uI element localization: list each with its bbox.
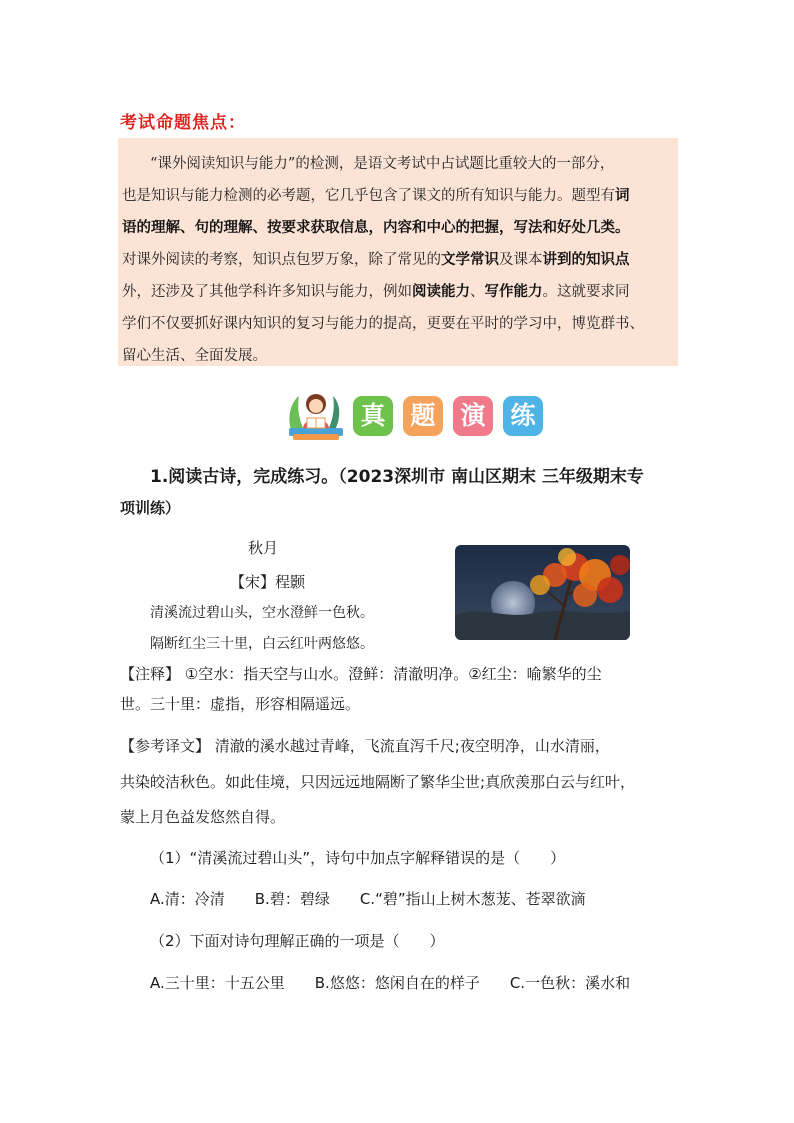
question-2-stem: （2）下面对诗句理解正确的一项是（ ） <box>150 932 445 950</box>
girl-reading-icon <box>285 386 347 442</box>
poem-title: 秋月 <box>248 539 279 557</box>
banner-tile: 题 <box>403 396 443 436</box>
question-2-options: A.三十里：十五公里 B.悠悠：悠闲自在的样子 C.一色秋：溪水和 <box>150 974 631 992</box>
exam-focus-box <box>118 138 678 366</box>
section-banner <box>285 386 545 442</box>
plain-text: “课外阅读知识与能力”的检测，是语文考试中占试题比重较大的一部分， <box>150 156 615 172</box>
exam-focus-line <box>122 216 630 237</box>
translation-line-3: 蒙上月色益发悠然自得。 <box>120 808 286 826</box>
exam-focus-line <box>122 184 630 205</box>
exam-focus-line <box>122 312 644 333</box>
banner-tile: 练 <box>503 396 543 436</box>
banner-tile: 真 <box>353 396 393 436</box>
poem-author: 【宋】程颢 <box>230 573 306 591</box>
translation-line-1: 【参考译文】 清澈的溪水越过青峰，飞流直泻千尺;夜空明净，山水清丽， <box>120 737 610 755</box>
question-1-stem: （1）“清溪流过碧山头”，诗句中加点字解释错误的是（ ） <box>150 849 566 867</box>
emphasis-text: 语的理解、句的理解、按要求获取信息，内容和中心的把握，写法和好处几类。 <box>122 219 630 236</box>
exam-focus-title: 考试命题焦点： <box>120 113 246 133</box>
notes-line-2: 世。三十里：虚指，形容相隔遥远。 <box>120 695 361 713</box>
plain-text: 。这就要求同 <box>542 284 630 300</box>
question-title: 1.阅读古诗，完成练习。（2023深圳市 南山区期末 三年级期末专 <box>150 467 644 487</box>
translation-line-2: 共染皎洁秋色。如此佳境，只因远远地隔断了繁华尘世;真欣羡那白云与红叶， <box>120 773 636 791</box>
plain-text: 学们不仅要抓好课内知识的复习与能力的提高，更要在平时的学习中，博览群书、 <box>122 316 644 332</box>
plain-text: 及课本 <box>499 252 543 268</box>
emphasis-text: 词 <box>615 187 630 204</box>
exam-focus-line <box>122 344 267 365</box>
autumn-maple-moon-image <box>455 545 630 640</box>
question-1-options: A.清：冷清 B.碧：碧绿 C.“碧”指山上树木葱茏、苍翠欲滴 <box>150 890 586 908</box>
exam-focus-line <box>150 152 614 173</box>
plain-text: 留心生活、全面发展。 <box>122 348 267 364</box>
poem-line-1: 清溪流过碧山头，空水澄鲜一色秋。 <box>150 605 374 621</box>
plain-text: 也是知识与能力检测的必考题，它几乎包含了课文的所有知识与能力。题型有 <box>122 188 615 204</box>
emphasis-text: 写作能力 <box>484 283 543 300</box>
notes-line-1: 【注释】 ①空水：指天空与山水。澄鲜：清澈明净。②红尘：喻繁华的尘 <box>120 665 602 683</box>
emphasis-text: 阅读能力 <box>412 283 470 300</box>
plain-text: 、 <box>470 284 485 300</box>
plain-text: 外，还涉及了其他学科许多知识与能力，例如 <box>122 284 412 300</box>
exam-focus-line <box>122 280 630 301</box>
plain-text: 对课外阅读的考察，知识点包罗万象，除了常见的 <box>122 252 441 268</box>
banner-tile: 演 <box>453 396 493 436</box>
emphasis-text: 讲到的知识点 <box>542 251 630 268</box>
emphasis-text: 文学常识 <box>441 251 499 268</box>
exam-focus-line <box>122 248 630 269</box>
question-title-cont: 项训练） <box>120 499 181 517</box>
poem-line-2: 隔断红尘三十里，白云红叶两悠悠。 <box>150 636 374 652</box>
